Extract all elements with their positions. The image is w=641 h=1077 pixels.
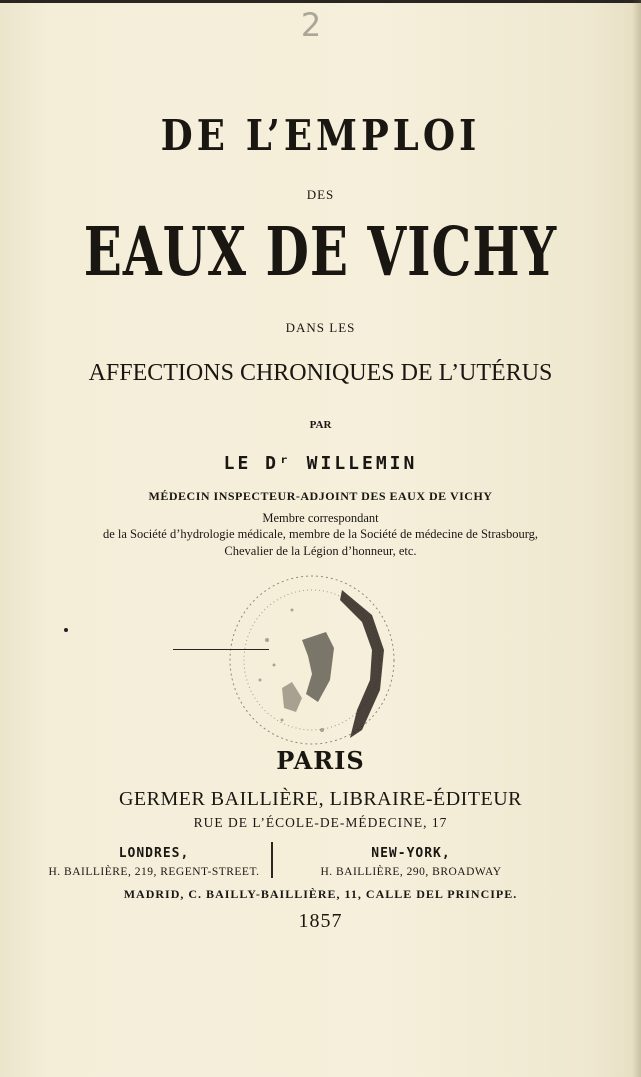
title-line-2: DES <box>306 187 335 202</box>
library-stamp-icon <box>222 570 402 755</box>
imprint-divider <box>271 842 273 878</box>
madrid-imprint: MADRID, C. BAILLY-BAILLIÈRE, 11, CALLE DEL PRINCIPE. <box>123 887 518 901</box>
publisher-name: GERMER BAILLIÈRE, LIBRAIRE-ÉDITEUR <box>118 788 523 810</box>
newyork-imprint <box>276 845 546 881</box>
title-line-4: DANS LES <box>285 320 356 335</box>
top-border <box>0 0 641 3</box>
by-line: PAR <box>309 419 332 431</box>
subtitle: AFFECTIONS CHRONIQUES DE L’UTÉRUS <box>88 360 553 386</box>
london-imprint <box>40 845 268 881</box>
pencil-mark: 2 <box>300 6 322 44</box>
author-membership-3: Chevalier de la Légion d’honneur, etc. <box>224 544 417 558</box>
author-name: LE Dʳ WILLEMIN <box>223 453 418 474</box>
author-membership-1: Membre correspondant <box>262 511 379 525</box>
newyork-title: NEW-YORK, <box>371 846 451 861</box>
london-title: LONDRES, <box>118 846 190 861</box>
author-membership-2: de la Société d’hydrologie médicale, membre de la Société de médecine de Strasbourg, <box>102 527 539 541</box>
newyork-address: H. BAILLIÈRE, 290, BROADWAY <box>320 866 502 878</box>
ink-speck <box>64 628 68 632</box>
title-main: EAUX DE VICHY <box>83 211 558 292</box>
publisher-address: RUE DE L’ÉCOLE-DE-MÉDECINE, 17 <box>193 815 448 830</box>
author-role: MÉDECIN INSPECTEUR-ADJOINT DES EAUX DE VICHY <box>148 489 493 503</box>
london-address: H. BAILLIÈRE, 219, REGENT-STREET. <box>48 866 260 878</box>
publication-year: 1857 <box>298 910 343 932</box>
imprint-city: PARIS <box>276 746 365 775</box>
title-line-1: DE L’EMPLOI <box>160 109 481 161</box>
